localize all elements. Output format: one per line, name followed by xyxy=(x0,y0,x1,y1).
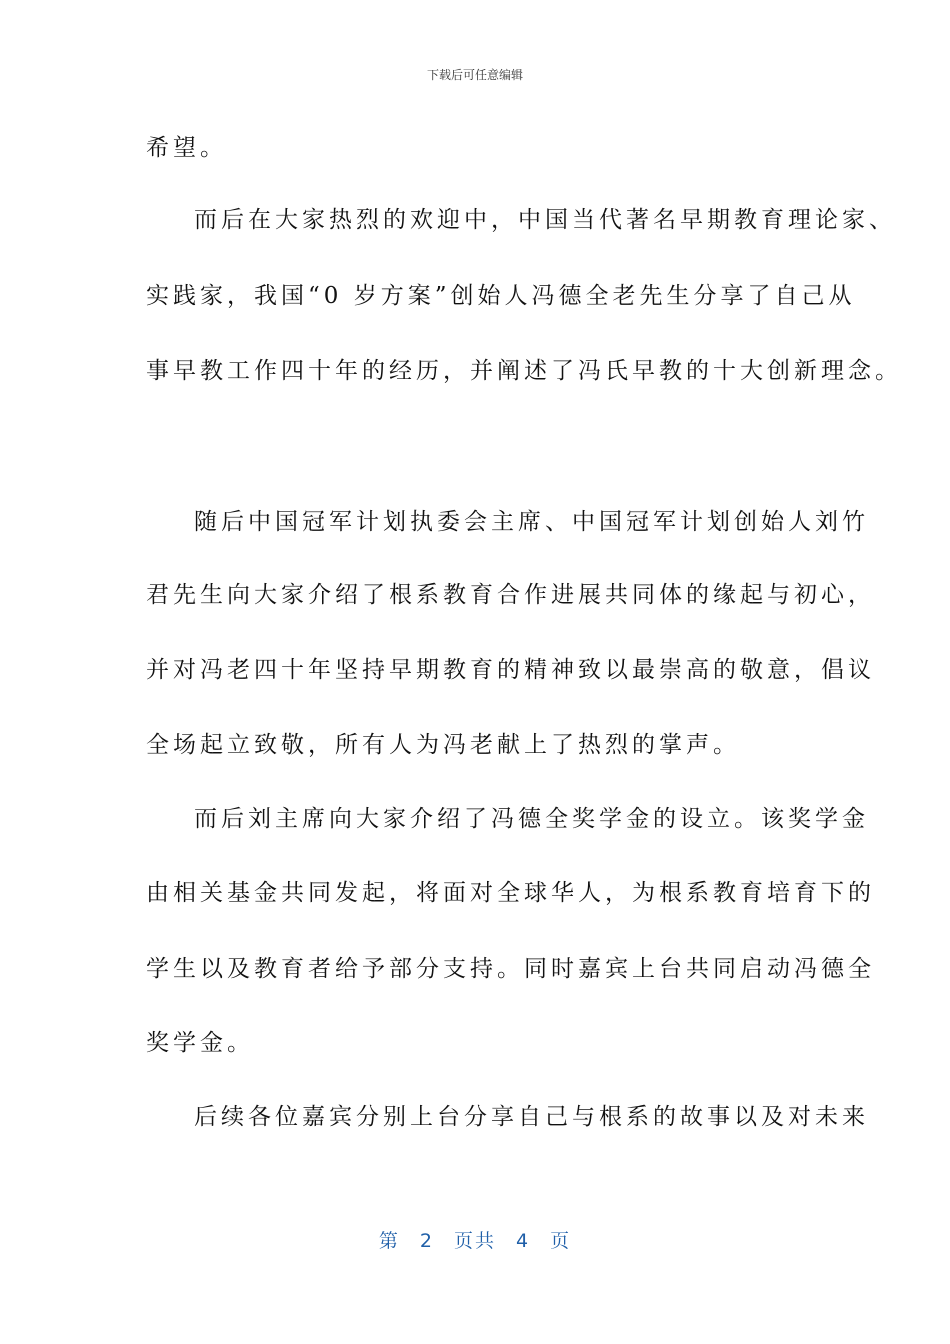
paragraph-start-line: 后续各位嘉宾分别上台分享自己与根系的故事以及对未来 xyxy=(194,1104,869,1130)
page-number-middle: 页共 xyxy=(453,1230,496,1252)
current-page-number: 2 xyxy=(419,1230,434,1252)
body-line: 希望。 xyxy=(146,135,227,161)
body-line: 并对冯老四十年坚持早期教育的精神致以最崇高的敬意，倡议 xyxy=(146,657,875,683)
body-line: 由相关基金共同发起，将面对全球华人，为根系教育培育下的 xyxy=(146,880,875,906)
paragraph-start-line: 而后在大家热烈的欢迎中，中国当代著名早期教育理论家、 xyxy=(194,207,896,233)
body-line: 君先生向大家介绍了根系教育合作进展共同体的缘起与初心， xyxy=(146,582,875,608)
body-line: 奖学金。 xyxy=(146,1030,254,1056)
body-line: 事早教工作四十年的经历，并阐述了冯氏早教的十大创新理念。 xyxy=(146,358,902,384)
page-number-suffix: 页 xyxy=(550,1230,572,1252)
body-line: 学生以及教育者给予部分支持。同时嘉宾上台共同启动冯德全 xyxy=(146,956,875,982)
page-number-prefix: 第 xyxy=(378,1230,400,1252)
body-line: 全场起立致敬，所有人为冯老献上了热烈的掌声。 xyxy=(146,732,740,758)
page-footer xyxy=(0,1226,950,1253)
body-line: 实践家，我国“0 岁方案”创始人冯德全老先生分享了自己从 xyxy=(146,283,856,309)
page-header: 下载后可任意编辑 xyxy=(426,68,523,82)
paragraph-start-line: 而后刘主席向大家介绍了冯德全奖学金的设立。该奖学金 xyxy=(194,806,869,832)
total-pages-number: 4 xyxy=(516,1230,531,1252)
paragraph-start-line: 随后中国冠军计划执委会主席、中国冠军计划创始人刘竹 xyxy=(194,509,869,535)
